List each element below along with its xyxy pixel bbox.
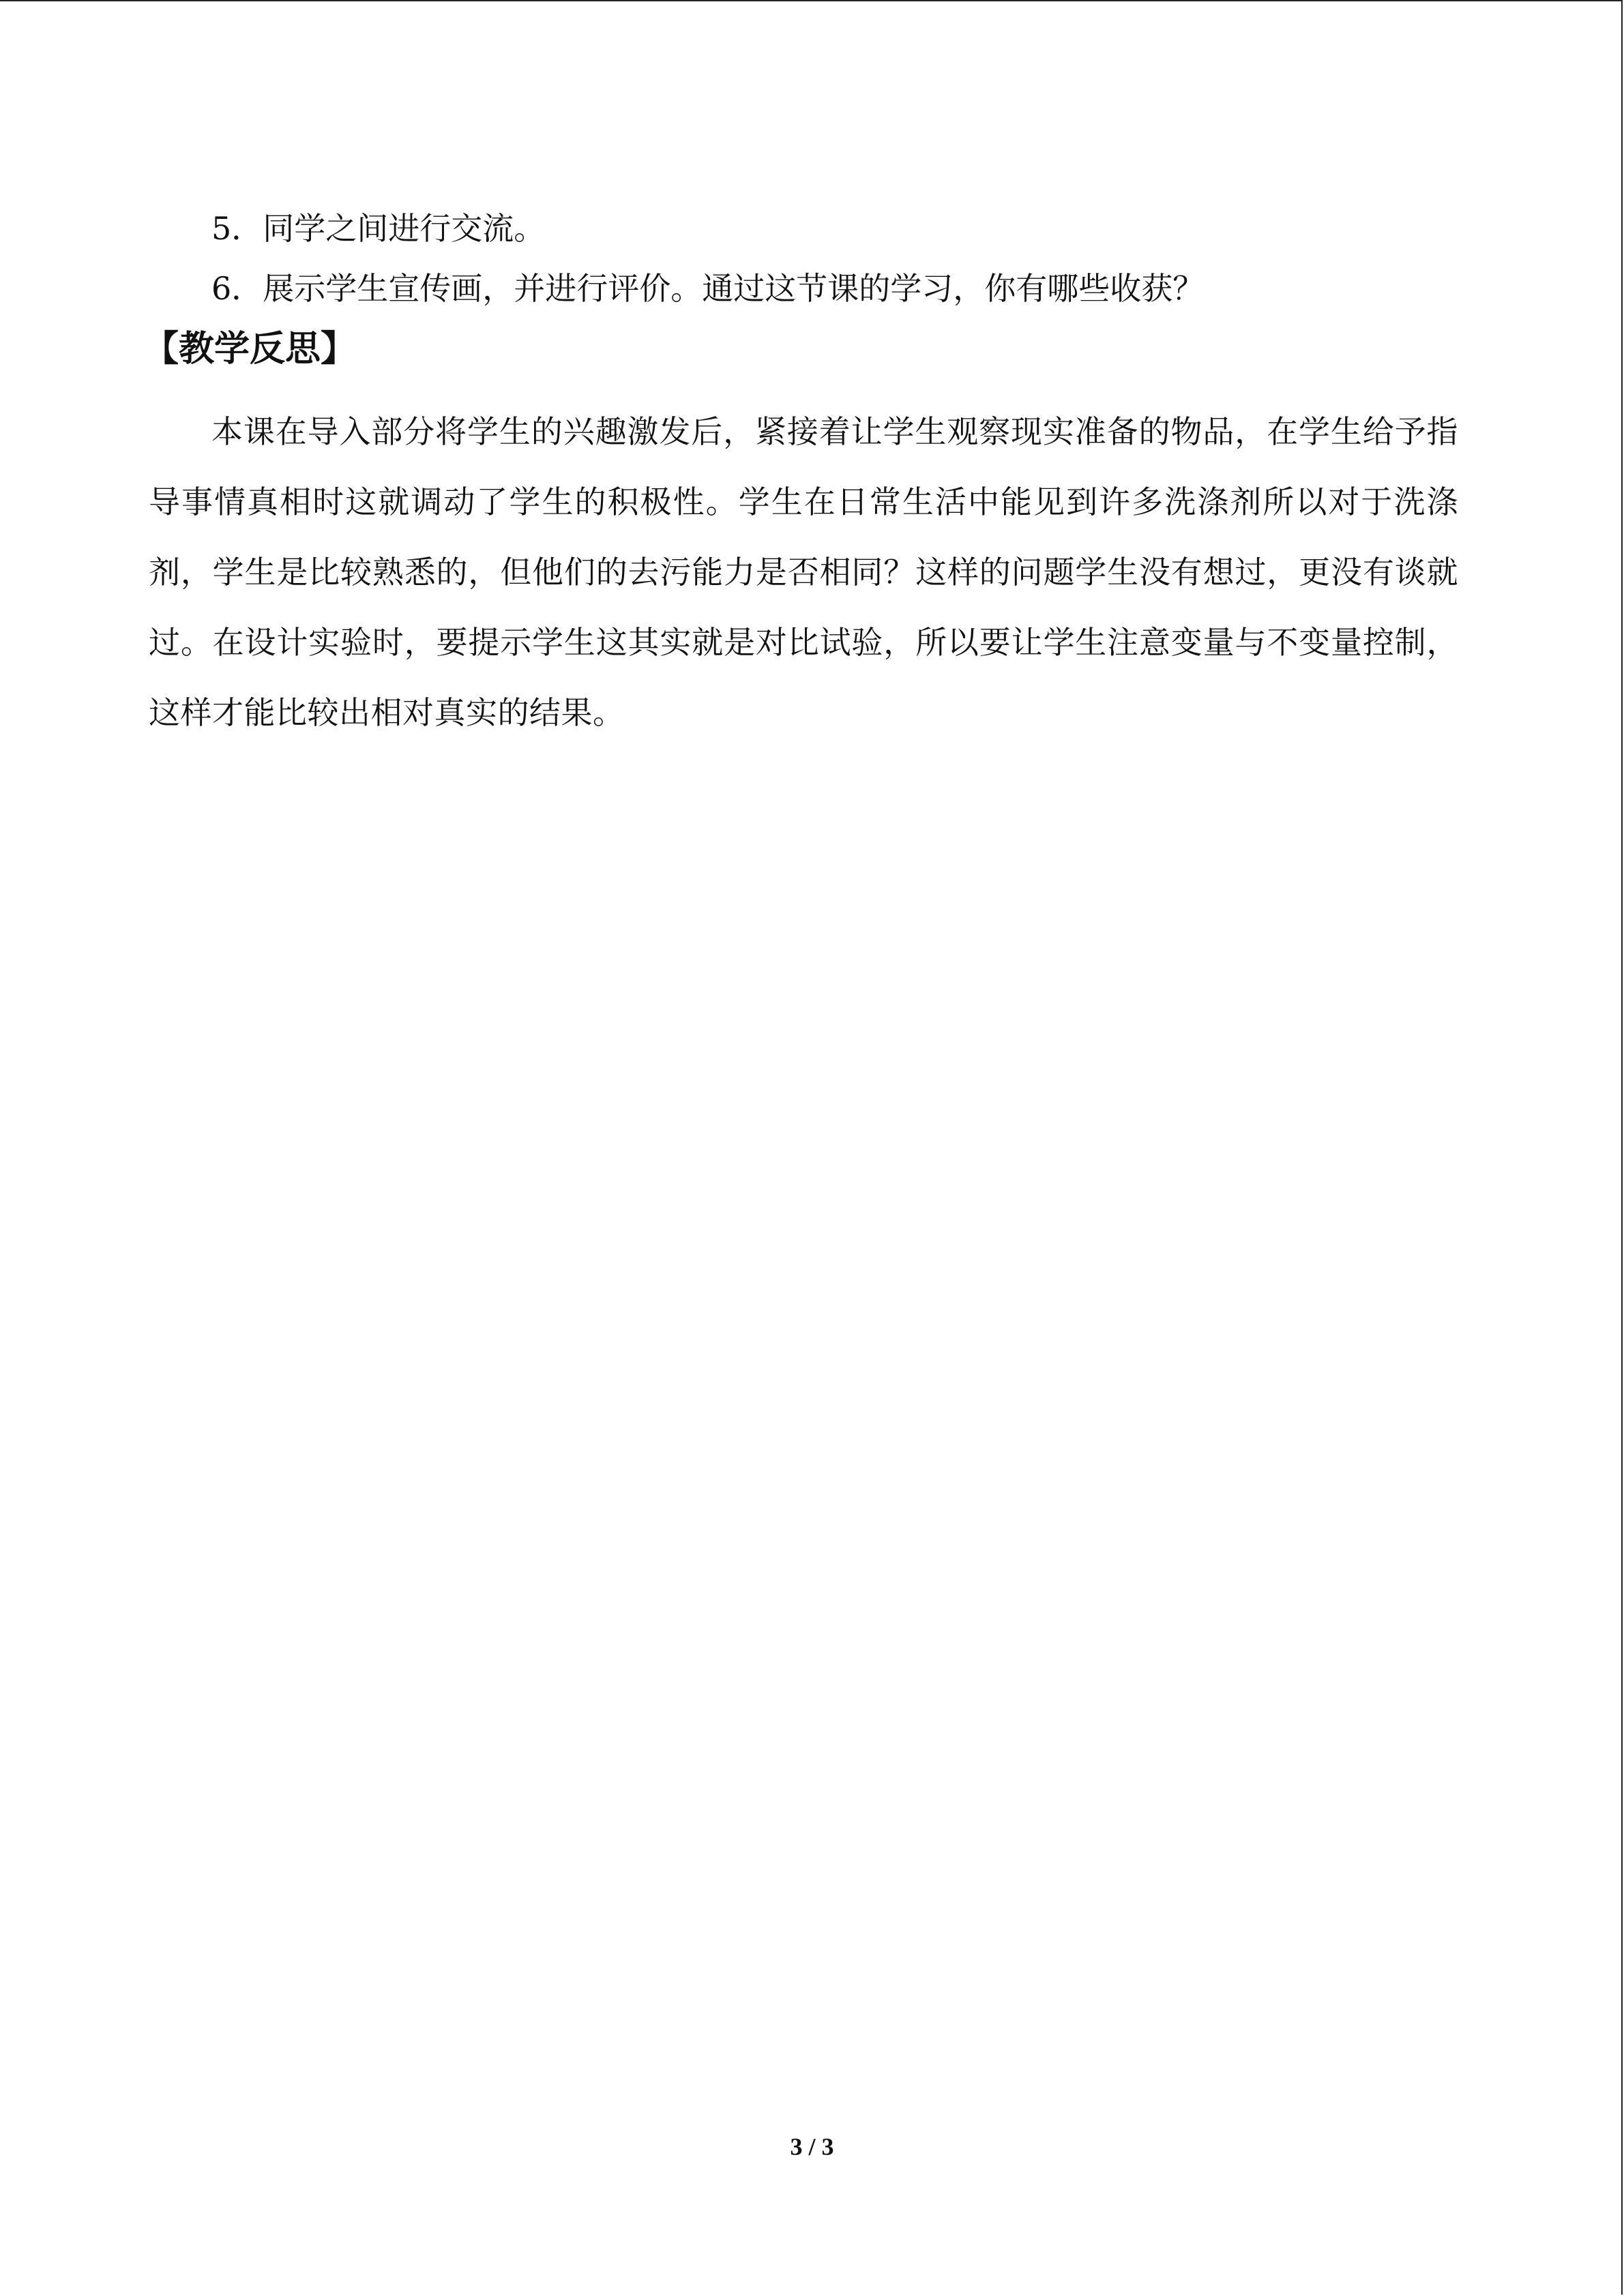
reflection-paragraph: 本课在导入部分将学生的兴趣激发后，紧接着让学生观察现实准备的物品，在学生给予指导事情真相时这就调动了学生的积极性。学生在日常生活中能见到许多洗涤剂所以对于洗涤剂，学生是比较熟悉的，但他们的去污能力是否相同？这样的问题学生没有想过，更没有谈就过。在设计实验时，要提示学生这其实就是对比试验，所以要让学生注意变量与不变量控制，这样才能比较出相对真实的结果。 bbox=[149, 413, 1458, 731]
list-item-6: 6．展示学生宣传画，并进行评价。通过这节课的学习，你有哪些收获？ bbox=[211, 270, 1205, 307]
section-heading-teaching-reflection: 【教学反思】 bbox=[143, 329, 357, 370]
page-number: 3 / 3 bbox=[790, 2133, 834, 2160]
list-item-5: 5．同学之间进行交流。 bbox=[211, 210, 546, 247]
document-body bbox=[143, 205, 1458, 748]
